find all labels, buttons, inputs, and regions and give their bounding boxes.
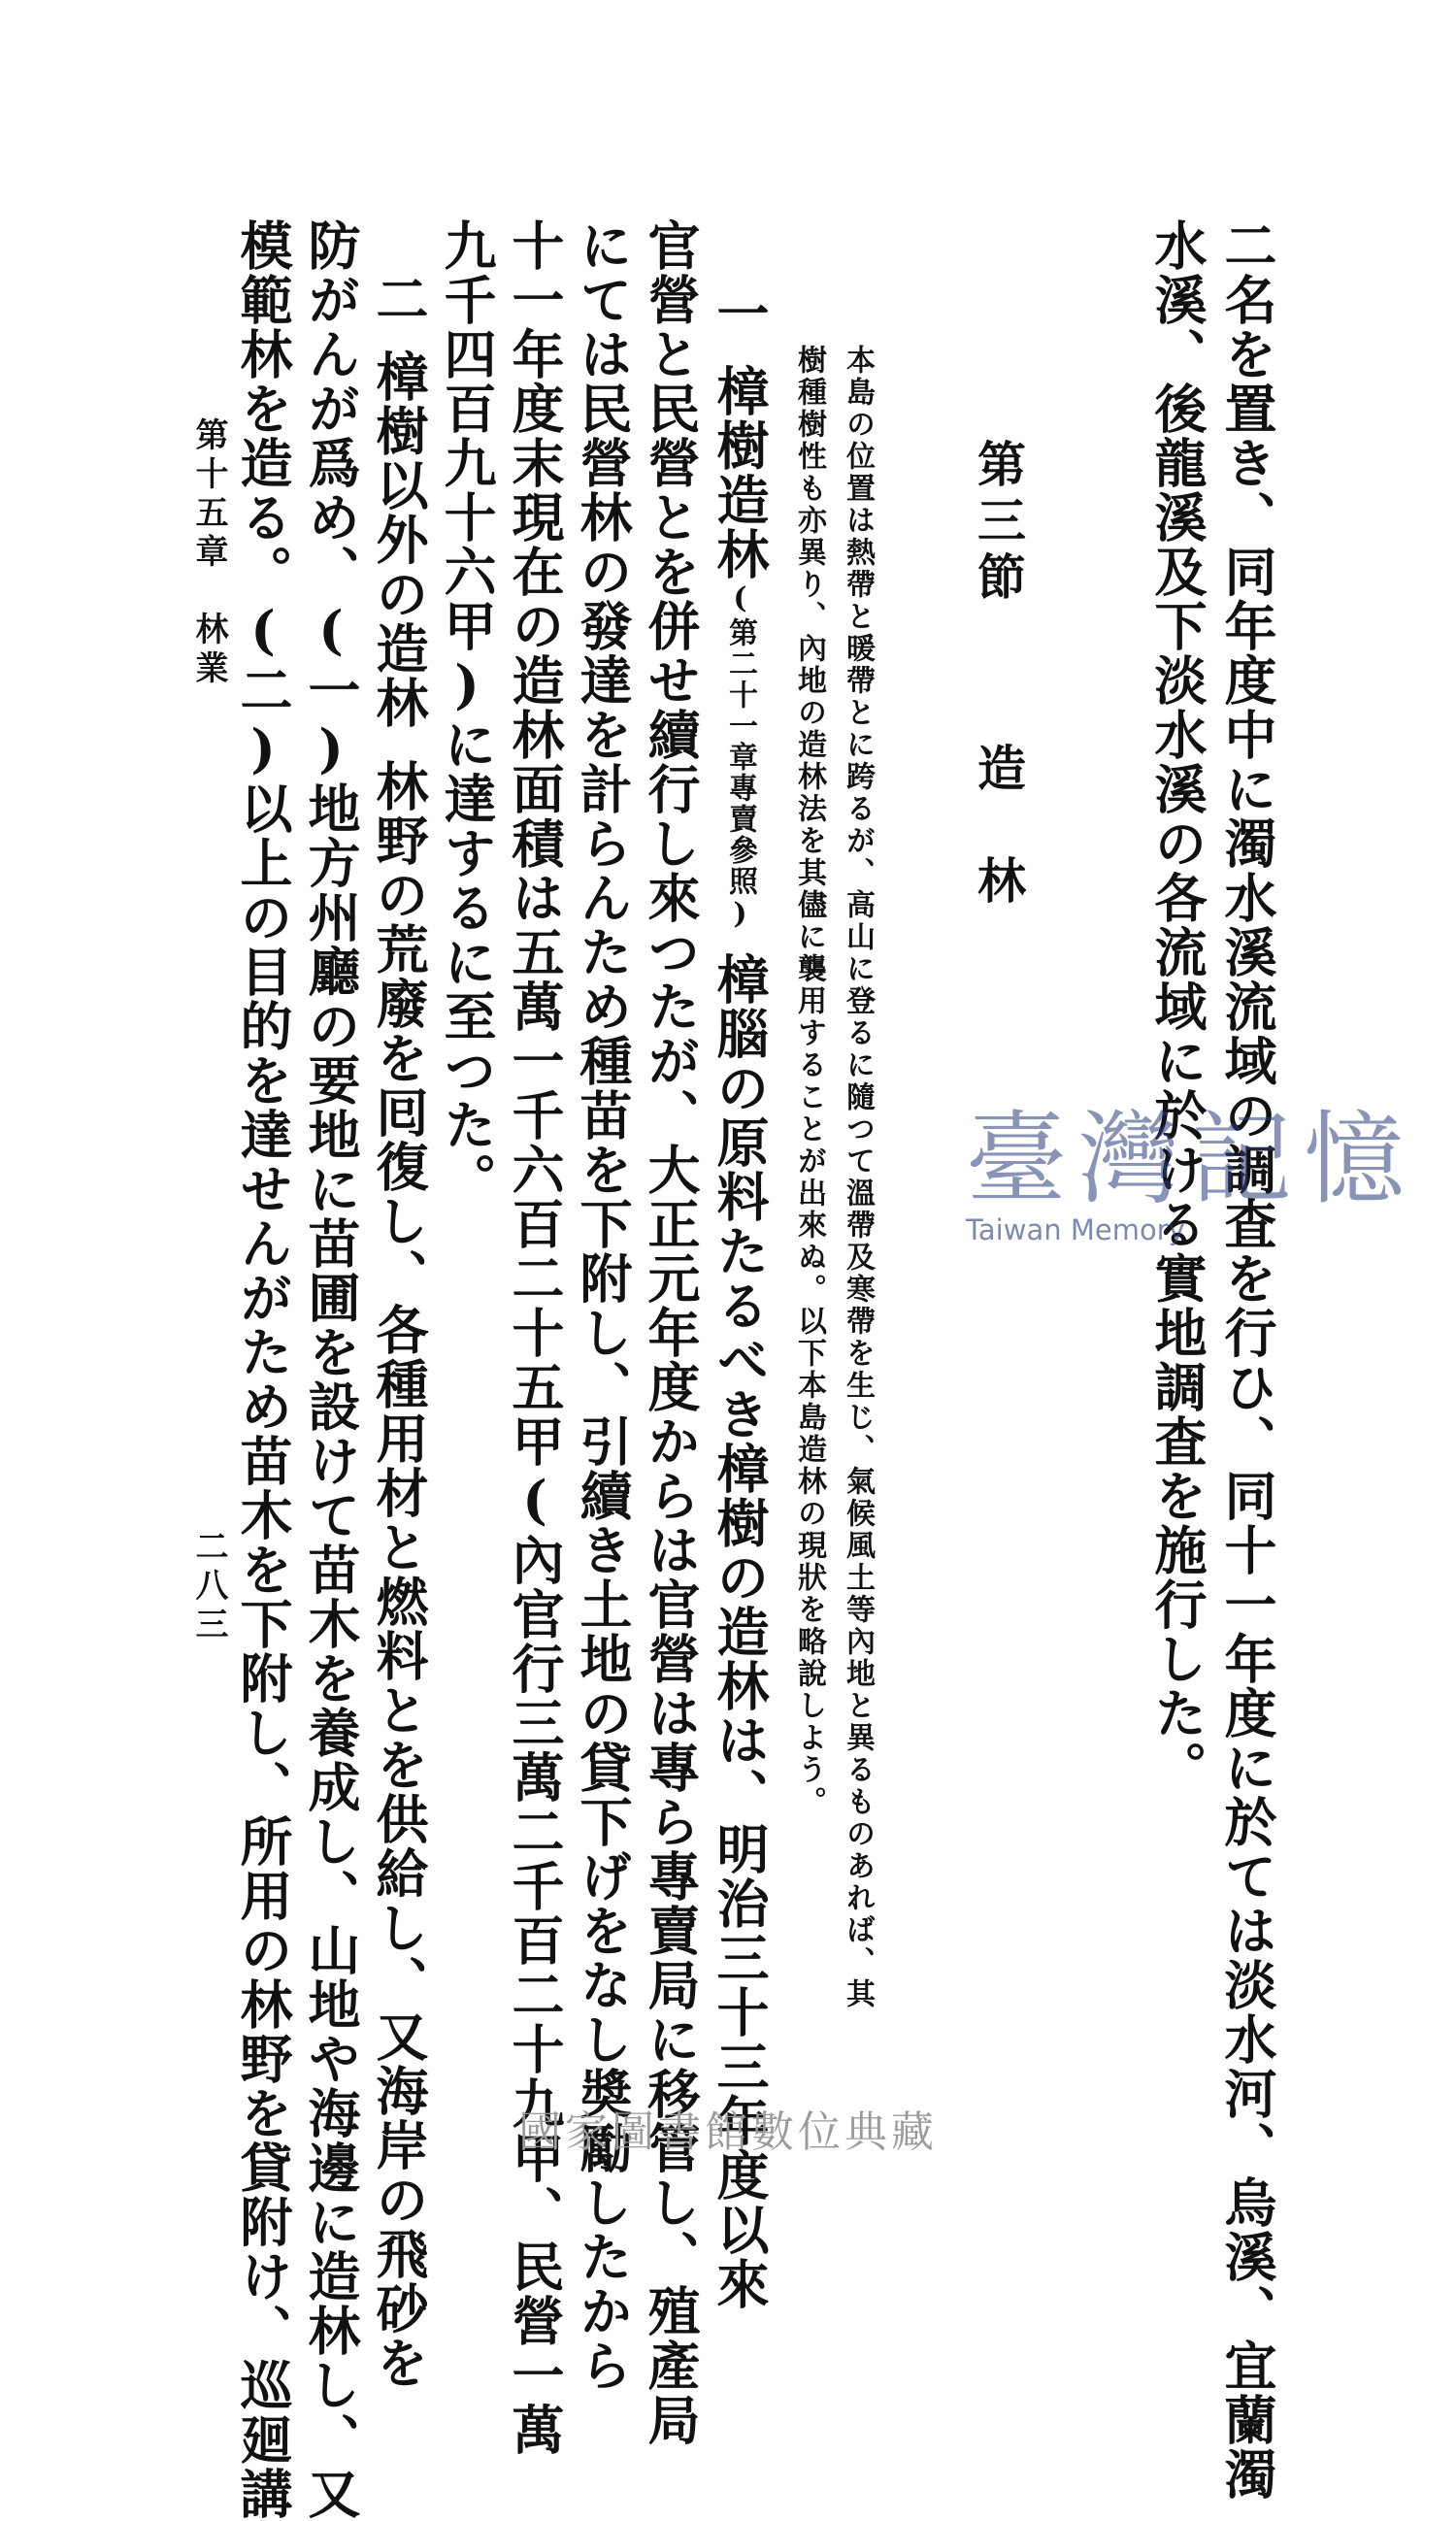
running-head: 第十五章 林業 [189,417,228,689]
paragraph-1-heading: 樟樹造林 [709,364,771,581]
paragraph-2-line-2: 防がんが爲め、(一)地方州廳の要地に苗圃を設けて苗木を養成し、山地や海邊に造林し、又 [300,218,362,2521]
watermark-caption: Taiwan Memory [966,1213,1185,1246]
paragraph-2-number: 二 [368,272,430,326]
paragraph-1-reference: (第二十一章專賣參照) [723,581,757,933]
section-note-line-2: 樹種樹性も亦異り、內地の造林法を其儘に襲用することが出來ぬ。以下本島造林の現狀を略說しよう。 [792,345,826,1818]
paragraph-1-line-1 [709,286,771,2311]
section-note-line-1: 本島の位置は熱帶と暖帶とに跨るが、高山に登るに隨つて溫帶及寒帶を生じ、氣候風土等內地と異るものあれば、其 [841,345,875,2010]
body-column-2: 水溪、後龍溪及下淡水溪の各流域に於ける實地調査を施行した。 [1146,218,1208,1795]
body-column-1: 二名を置き、同年度中に濁水溪流域の調査を行ひ、同十一年度に於ては淡水河、烏溪、宜蘭濁 [1216,218,1278,2502]
page-number: 二八三 [189,1529,228,1645]
paragraph-1-line-5: 九千四百九十六甲)に達するに至つた。 [436,218,498,1207]
paragraph-1-number: 一 [709,286,771,341]
paragraph-2-heading: 樟樹以外の造林 [368,349,430,730]
watermark-logo: 臺灣記憶 [966,1100,1417,1218]
archive-footer: 國家圖書館數位典藏 [518,2107,938,2157]
paragraph-2-text-1: 林野の荒廢を囘復し、各種用材と燃料とを供給し、又海岸の飛砂を [368,759,430,2390]
section-title: 造 林 [970,743,1027,912]
paragraph-1-line-4: 十一年度末現在の造林面積は五萬一千六百二十五甲(內官行三萬二千百二十九甲、民營一萬 [504,218,566,2457]
paragraph-1-text-1: 樟腦の原料たるべき樟樹の造林は、明治三十三年度以來 [709,952,771,2311]
paragraph-1-line-3: にては民營林の發達を計らんため種苗を下附し、引續き土地の貸下げをなし奬勵したから [572,218,634,2393]
section-heading: 第三節 [970,439,1027,608]
paragraph-2-line-1 [368,272,430,2390]
paragraph-1-line-2: 官營と民營とを併せ續行し來つたが、大正元年度からは官營は專ら專賣局に移管し、殖產局 [640,218,702,2447]
paragraph-2-line-3: 模範林を造る。(二)以上の目的を達せんがため苗木を下附し、所用の林野を貸附け、巡廻講 [232,218,294,2521]
